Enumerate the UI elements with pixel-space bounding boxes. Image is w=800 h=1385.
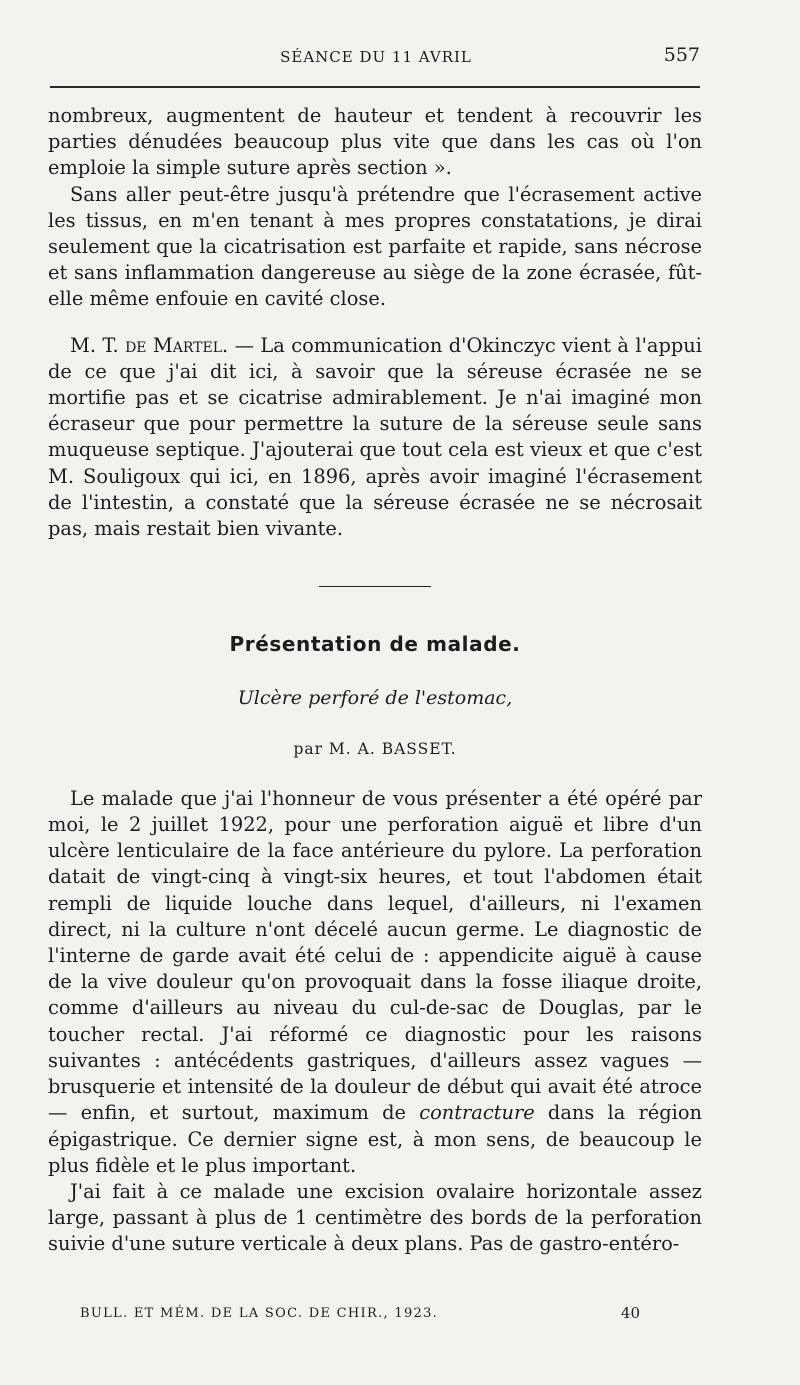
footer-journal: BULL. ET MÉM. DE LA SOC. DE CHIR., 1923. [80, 1306, 439, 1321]
section-separator [319, 586, 431, 587]
footer-signature: 40 [620, 1304, 640, 1322]
running-title: SÉANCE DU 11 AVRIL [280, 48, 472, 66]
running-header [50, 42, 702, 72]
paragraph-excision: J'ai fait à ce malade une excision ovalaire horizontale assez large, passant à plus de 1 centimètre des bords de la perforation suivie d'une suture verticale à deux plans. Pas de gastro-entéro- [48, 1179, 702, 1256]
emphasis-contracture: contracture [419, 1101, 535, 1125]
paragraph-continuation: nombreux, augmentent de hauteur et tendent à recouvrir les parties dénudées beaucoup plus vite que dans les cas où l'on emploie la simple suture après section ». [48, 104, 702, 180]
page-number: 557 [663, 44, 700, 66]
speaker-text: — La communication d'Okinczyc vient à l'appui de ce que j'ai dit ici, à savoir que la séreuse écrasée ne se mortifie pas et se cicatrise admirablement. Je n'ai imaginé mon écraseur que pour permettre la suture de la séreuse seule sans muqueuse septique. J'ajouterai que tout cela est vieux et que c'est M. Souligoux qui ici, en 1896, après avoir imaginé l'écrasement de l'intestin, a constaté que la séreuse écrasée ne se nécrosait pas, mais restait bien vivante. [48, 333, 703, 541]
article-byline: par M. A. BASSET. [293, 739, 457, 758]
page-footer [80, 1306, 640, 1321]
page-body [48, 103, 702, 1258]
paragraph-de-martel [48, 333, 702, 543]
speaker-name: M. T. de Martel. [70, 333, 229, 357]
header-rule [50, 86, 700, 88]
section-title: Présentation de malade. [229, 632, 521, 657]
paragraph-ecrasement: Sans aller peut-être jusqu'à prétendre que l'écrasement active les tissus, en m'en tenant à mes propres constatations, je dirai seulement que la cicatrisation est parfaite et rapide, sans nécrose et sans inflammation dangereuse au siège de la zone écrasée, fût-elle même enfouie en cavité close. [48, 182, 702, 311]
paragraph-case-report [48, 786, 702, 1179]
article-subtitle: Ulcère perforé de l'estomac, [237, 687, 513, 710]
case-report-end: dans la région épigastrique. Ce dernier signe est, à mon sens, de beaucoup le plus fidèle et le plus important. [48, 1101, 702, 1177]
case-report-text: Le malade que j'ai l'honneur de vous présenter a été opéré par moi, le 2 juillet 1922, pour une perforation aiguë et libre d'un ulcère lenticulaire de la face antérieure du pylore. La perforation datait de vingt-cinq à vingt-six heures, et tout l'abdomen était rempli de liquide louche dans lequel, d'ailleurs, ni l'examen direct, ni la culture n'ont décelé aucun germe. Le diagnostic de l'interne de garde avait été celui de : appendicite aiguë à cause de la vive douleur qu'on provoquait dans la fosse iliaque droite, comme d'ailleurs au niveau du cul-de-sac de Douglas, par le toucher rectal. J'ai réformé ce diagnostic pour les raisons suivantes : antécédents gastriques, d'ailleurs assez vagues — brusquerie et intensité de la douleur de début qui avait été atroce — enfin, et surtout, maximum de [48, 786, 702, 1125]
